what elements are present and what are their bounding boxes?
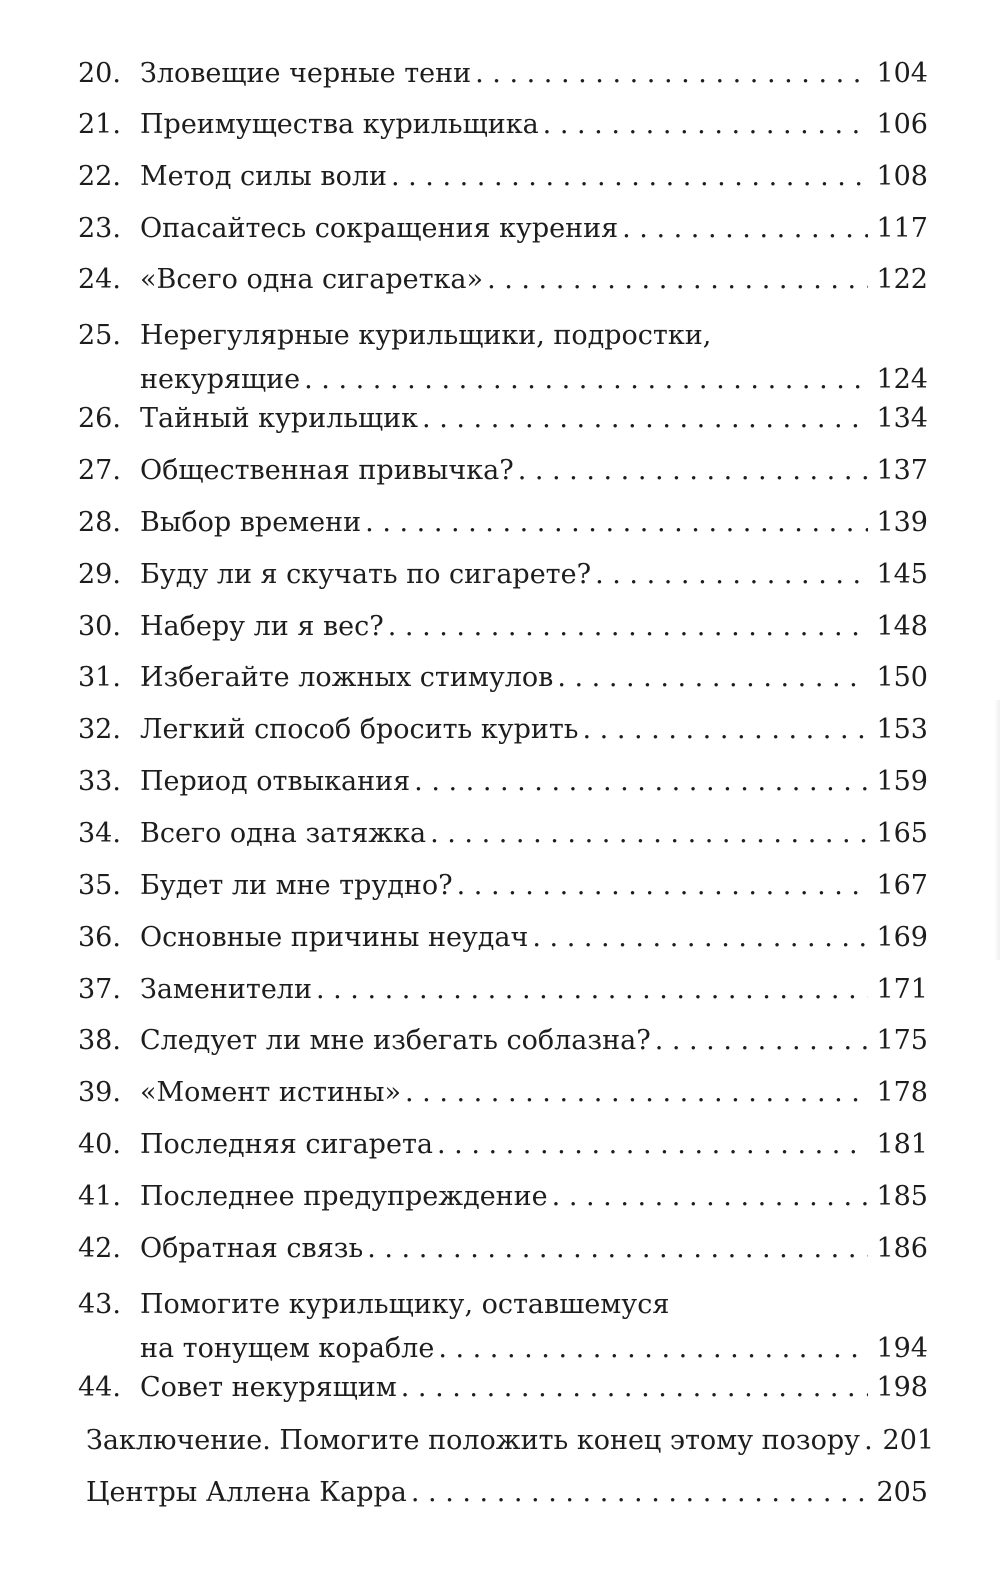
chapter-number: 36. bbox=[78, 922, 121, 953]
dot-leader bbox=[405, 1075, 868, 1111]
chapter-number: 25. bbox=[78, 320, 121, 351]
chapter-number: 26. bbox=[78, 403, 121, 434]
page-number: 201 bbox=[882, 1425, 935, 1456]
page-number: 122 bbox=[876, 264, 928, 295]
page-number: 137 bbox=[876, 455, 928, 486]
toc-entry bbox=[78, 1287, 928, 1367]
chapter-number: 23. bbox=[78, 213, 121, 244]
toc-entry bbox=[78, 868, 928, 904]
chapter-number: 37. bbox=[78, 974, 121, 1005]
chapter-title: Последняя сигарета bbox=[140, 1129, 433, 1160]
dot-leader bbox=[595, 557, 868, 593]
toc-entry-line bbox=[78, 1231, 928, 1267]
toc-entry bbox=[78, 1179, 928, 1215]
toc-entry-line bbox=[78, 453, 928, 489]
chapter-title: Всего одна затяжка bbox=[140, 818, 427, 849]
dot-leader bbox=[304, 362, 868, 398]
dot-leader bbox=[475, 56, 868, 92]
toc-entry bbox=[78, 1127, 928, 1163]
page-number: 148 bbox=[876, 611, 928, 642]
chapter-number: 43. bbox=[78, 1289, 121, 1320]
chapter-title: Наберу ли я вес? bbox=[140, 611, 384, 642]
dot-leader bbox=[422, 401, 868, 437]
chapter-title: Легкий способ бросить курить bbox=[140, 714, 579, 745]
toc-entry-line bbox=[78, 1023, 928, 1059]
page-number: 165 bbox=[876, 818, 928, 849]
chapter-title: Метод силы воли bbox=[140, 161, 387, 192]
chapter-number: 41. bbox=[78, 1181, 121, 1212]
page-number: 181 bbox=[876, 1129, 928, 1160]
page-number: 145 bbox=[876, 559, 928, 590]
dot-leader bbox=[532, 920, 868, 956]
toc-entry bbox=[78, 505, 928, 541]
toc-entry-line bbox=[78, 1370, 928, 1406]
dot-leader bbox=[367, 1231, 868, 1267]
dot-leader bbox=[391, 159, 868, 195]
chapter-title: Основные причины неудач bbox=[140, 922, 529, 953]
toc-entry bbox=[78, 1075, 928, 1111]
chapter-number: 38. bbox=[78, 1025, 121, 1056]
section-title: Центры Аллена Карра bbox=[86, 1477, 407, 1508]
chapter-title: Опасайтесь сокращения курения bbox=[140, 213, 619, 244]
chapter-title: Выбор времени bbox=[140, 507, 362, 538]
chapter-title: Следует ли мне избегать соблазна? bbox=[140, 1025, 651, 1056]
dot-leader bbox=[401, 1370, 868, 1406]
chapter-title: Помогите курильщику, оставшемуся bbox=[140, 1289, 670, 1320]
dot-leader bbox=[457, 868, 868, 904]
dot-leader bbox=[583, 712, 869, 748]
chapter-number: 31. bbox=[78, 662, 121, 693]
dot-leader bbox=[487, 262, 868, 298]
chapter-title: Зловещие черные тени bbox=[140, 58, 472, 89]
dot-leader bbox=[411, 1475, 868, 1511]
toc-entry bbox=[78, 816, 928, 852]
chapter-number: 29. bbox=[78, 559, 121, 590]
toc-entry bbox=[78, 211, 928, 247]
chapter-number: 22. bbox=[78, 161, 121, 192]
chapter-number: 34. bbox=[78, 818, 121, 849]
dot-leader bbox=[518, 453, 868, 489]
toc-entry bbox=[78, 920, 928, 956]
toc-entry-line bbox=[78, 107, 928, 143]
dot-leader bbox=[365, 505, 868, 541]
chapter-title: Избегайте ложных стимулов bbox=[140, 662, 554, 693]
toc-entry-line bbox=[78, 159, 928, 195]
chapter-number: 21. bbox=[78, 109, 121, 140]
chapter-title: Обратная связь bbox=[140, 1233, 364, 1264]
dot-leader bbox=[655, 1023, 868, 1059]
dot-leader bbox=[622, 211, 868, 247]
toc-entry bbox=[78, 318, 928, 398]
chapter-title: «Момент истины» bbox=[140, 1077, 401, 1108]
page-number: 194 bbox=[876, 1333, 928, 1364]
page-number: 178 bbox=[876, 1077, 928, 1108]
chapter-number: 39. bbox=[78, 1077, 121, 1108]
chapter-title: Совет некурящим bbox=[140, 1372, 397, 1403]
page-number: 175 bbox=[876, 1025, 928, 1056]
page-number: 171 bbox=[876, 974, 928, 1005]
toc-entry-line bbox=[78, 660, 928, 696]
toc-tail-entry bbox=[86, 1423, 935, 1459]
dot-leader bbox=[414, 764, 868, 800]
chapter-title: на тонущем корабле bbox=[140, 1333, 435, 1364]
chapter-number: 40. bbox=[78, 1129, 121, 1160]
page-number: 150 bbox=[876, 662, 928, 693]
toc-entry bbox=[78, 1231, 928, 1267]
chapter-title: Заменители bbox=[140, 974, 312, 1005]
toc-entry bbox=[78, 159, 928, 195]
page-number: 169 bbox=[876, 922, 928, 953]
toc-entry-line bbox=[78, 56, 928, 92]
page-number: 124 bbox=[876, 364, 928, 395]
toc-entry bbox=[78, 107, 928, 143]
dot-leader bbox=[543, 107, 868, 143]
toc-entry bbox=[78, 401, 928, 437]
dot-leader bbox=[438, 1331, 868, 1367]
chapter-title: некурящие bbox=[140, 364, 301, 395]
toc-entry-line bbox=[78, 1331, 928, 1367]
toc-entry bbox=[78, 262, 928, 298]
toc-entry bbox=[78, 1023, 928, 1059]
page-number: 106 bbox=[876, 109, 928, 140]
toc-entry-line bbox=[78, 318, 928, 354]
chapter-title: Буду ли я скучать по сигарете? bbox=[140, 559, 592, 590]
chapter-number: 30. bbox=[78, 611, 121, 642]
toc-entry-line bbox=[78, 557, 928, 593]
page-number: 167 bbox=[876, 870, 928, 901]
toc-entry bbox=[78, 660, 928, 696]
page-number: 159 bbox=[876, 766, 928, 797]
dot-leader bbox=[437, 1127, 868, 1163]
chapter-title: «Всего одна сигаретка» bbox=[140, 264, 484, 295]
chapter-title: Нерегулярные курильщики, подростки, bbox=[140, 320, 712, 351]
toc-entry-line bbox=[78, 1075, 928, 1111]
chapter-title: Период отвыкания bbox=[140, 766, 411, 797]
toc-entry-line bbox=[86, 1423, 935, 1459]
chapter-number: 27. bbox=[78, 455, 121, 486]
dot-leader bbox=[557, 660, 868, 696]
page-number: 134 bbox=[876, 403, 928, 434]
toc-entry-line bbox=[78, 401, 928, 437]
chapter-number: 33. bbox=[78, 766, 121, 797]
toc-entry-line bbox=[78, 764, 928, 800]
toc-entry-line bbox=[78, 712, 928, 748]
page-number: 153 bbox=[876, 714, 928, 745]
toc-entry-line bbox=[78, 1179, 928, 1215]
page-number: 139 bbox=[876, 507, 928, 538]
chapter-title: Преимущества курильщика bbox=[140, 109, 539, 140]
chapter-number: 42. bbox=[78, 1233, 121, 1264]
toc-entry-line bbox=[86, 1475, 928, 1511]
dot-leader bbox=[552, 1179, 868, 1215]
toc-entry bbox=[78, 712, 928, 748]
toc-entry bbox=[78, 557, 928, 593]
toc-entry-line bbox=[78, 868, 928, 904]
page-number: 185 bbox=[876, 1181, 928, 1212]
toc-entry-line bbox=[78, 1127, 928, 1163]
chapter-title: Будет ли мне трудно? bbox=[140, 870, 453, 901]
toc-entry-line bbox=[78, 211, 928, 247]
dot-leader bbox=[430, 816, 868, 852]
toc-entry-line bbox=[78, 609, 928, 645]
chapter-number: 20. bbox=[78, 58, 121, 89]
toc-entry-line bbox=[78, 362, 928, 398]
chapter-number: 32. bbox=[78, 714, 121, 745]
chapter-number: 28. bbox=[78, 507, 121, 538]
page-edge-shadow bbox=[994, 700, 1000, 960]
toc-entry-line bbox=[78, 1287, 928, 1323]
page-number: 117 bbox=[876, 213, 928, 244]
toc-entry-line bbox=[78, 262, 928, 298]
toc-tail-entry bbox=[86, 1475, 928, 1511]
toc-entry bbox=[78, 609, 928, 645]
chapter-number: 44. bbox=[78, 1372, 121, 1403]
dot-leader bbox=[388, 609, 868, 645]
page-number: 205 bbox=[876, 1477, 928, 1508]
toc-entry bbox=[78, 764, 928, 800]
chapter-number: 35. bbox=[78, 870, 121, 901]
dot-leader bbox=[864, 1423, 874, 1459]
page-number: 104 bbox=[876, 58, 928, 89]
chapter-title: Последнее предупреждение bbox=[140, 1181, 548, 1212]
toc-entry bbox=[78, 56, 928, 92]
dot-leader bbox=[316, 972, 868, 1008]
toc-entry-line bbox=[78, 972, 928, 1008]
chapter-number: 24. bbox=[78, 264, 121, 295]
toc-entry bbox=[78, 453, 928, 489]
toc-entry bbox=[78, 972, 928, 1008]
page-number: 198 bbox=[876, 1372, 928, 1403]
toc-entry-line bbox=[78, 920, 928, 956]
toc-entry-line bbox=[78, 505, 928, 541]
chapter-title: Тайный курильщик bbox=[140, 403, 419, 434]
page-number: 108 bbox=[876, 161, 928, 192]
toc-entry bbox=[78, 1370, 928, 1406]
section-title: Заключение. Помогите положить конец этому позору bbox=[86, 1425, 861, 1456]
page-number: 186 bbox=[876, 1233, 928, 1264]
toc-entry-line bbox=[78, 816, 928, 852]
chapter-title: Общественная привычка? bbox=[140, 455, 514, 486]
